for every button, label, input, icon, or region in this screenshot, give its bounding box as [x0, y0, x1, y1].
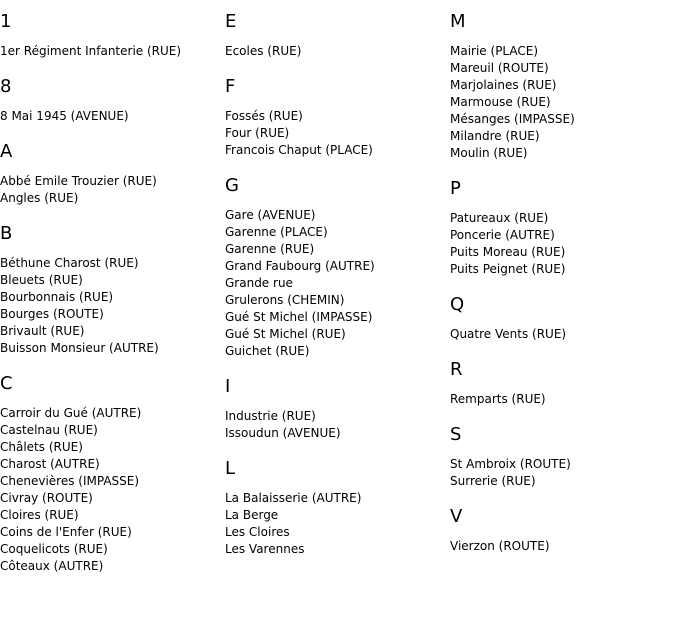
street-list: [225, 400, 445, 442]
street-entry: Bourges (ROUTE): [0, 307, 104, 321]
group-spacer: [0, 357, 220, 371]
group-spacer: [225, 442, 445, 456]
letter-group: [225, 173, 445, 360]
street-entry: Quatre Vents (RUE): [450, 327, 567, 341]
street-entry: Les Varennes: [225, 542, 305, 556]
street-entry: Carroir du Gué (AUTRE): [0, 406, 142, 420]
street-list: [225, 100, 445, 159]
street-entry: Garenne (PLACE): [225, 225, 328, 239]
street-entry: Béthune Charost (RUE): [0, 256, 139, 270]
group-spacer: [0, 60, 220, 74]
street-list: [225, 199, 445, 360]
street-entry: 1er Régiment Infanterie (RUE): [0, 44, 182, 58]
street-list: [450, 383, 670, 408]
street-list: [0, 397, 220, 575]
street-entry: Châlets (RUE): [0, 440, 83, 454]
street-entry: Buisson Monsieur (AUTRE): [0, 341, 159, 355]
group-spacer: [450, 343, 670, 357]
street-list: [450, 202, 670, 278]
street-entry: Surrerie (RUE): [450, 474, 536, 488]
street-entry: Castelnau (RUE): [0, 423, 98, 437]
street-entry: Mairie (PLACE): [450, 44, 539, 58]
street-entry: La Balaisserie (AUTRE): [225, 491, 362, 505]
letter-group: [450, 357, 670, 408]
group-letter-heading: E: [225, 11, 237, 32]
street-entry: 8 Mai 1945 (AVENUE): [0, 109, 129, 123]
group-letter-heading: P: [450, 178, 461, 199]
street-entry: Moulin (RUE): [450, 146, 528, 160]
group-letter-heading: 1: [0, 11, 12, 32]
street-entry: Ecoles (RUE): [225, 44, 302, 58]
group-letter-heading: Q: [450, 294, 465, 315]
group-letter-heading: R: [450, 359, 463, 380]
street-entry: Les Cloires: [225, 525, 290, 539]
street-entry: Grande rue: [225, 276, 293, 290]
street-entry: Fossés (RUE): [225, 109, 303, 123]
street-entry: Gué St Michel (IMPASSE): [225, 310, 373, 324]
street-entry: Industrie (RUE): [225, 409, 316, 423]
letter-group: [0, 139, 220, 207]
group-letter-heading: 8: [0, 76, 12, 97]
street-entry: Garenne (RUE): [225, 242, 315, 256]
street-entry: Brivault (RUE): [0, 324, 85, 338]
group-spacer: [225, 60, 445, 74]
group-spacer: [450, 278, 670, 292]
group-letter-heading: B: [0, 223, 13, 244]
street-entry: Francois Chaput (PLACE): [225, 143, 373, 157]
street-entry: Grand Faubourg (AUTRE): [225, 259, 375, 273]
group-letter-heading: I: [225, 376, 231, 397]
street-entry: Cloires (RUE): [0, 508, 79, 522]
street-entry: Patureaux (RUE): [450, 211, 549, 225]
street-entry: Mareuil (ROUTE): [450, 61, 549, 75]
street-list: [450, 318, 670, 343]
letter-group: [450, 9, 670, 162]
street-entry: Coins de l'Enfer (RUE): [0, 525, 132, 539]
street-entry: Côteaux (AUTRE): [0, 559, 104, 573]
street-entry: Bleuets (RUE): [0, 273, 83, 287]
letter-group: [225, 74, 445, 159]
street-entry: Abbé Emile Trouzier (RUE): [0, 174, 157, 188]
street-entry: Grulerons (CHEMIN): [225, 293, 345, 307]
letter-group: [450, 504, 670, 555]
letter-group: [0, 74, 220, 125]
street-entry: Mésanges (IMPASSE): [450, 112, 575, 126]
street-entry: Marmouse (RUE): [450, 95, 551, 109]
letter-group: [0, 221, 220, 357]
group-letter-heading: L: [225, 458, 236, 479]
street-entry: Puits Peignet (RUE): [450, 262, 566, 276]
letter-group: [225, 374, 445, 442]
street-list: [450, 530, 670, 555]
letter-group: [450, 176, 670, 278]
street-entry: Civray (ROUTE): [0, 491, 93, 505]
street-entry: Guichet (RUE): [225, 344, 310, 358]
group-letter-heading: C: [0, 373, 13, 394]
street-list: [0, 100, 220, 125]
street-entry: Bourbonnais (RUE): [0, 290, 114, 304]
street-entry: Gué St Michel (RUE): [225, 327, 346, 341]
letter-group: [0, 9, 220, 60]
letter-group: [0, 371, 220, 575]
street-entry: Angles (RUE): [0, 191, 79, 205]
group-letter-heading: A: [0, 141, 13, 162]
street-entry: Poncerie (AUTRE): [450, 228, 555, 242]
index-column-2: [225, 9, 445, 558]
street-list: [450, 35, 670, 162]
street-entry: Charost (AUTRE): [0, 457, 100, 471]
street-entry: Puits Moreau (RUE): [450, 245, 566, 259]
street-entry: Chenevières (IMPASSE): [0, 474, 140, 488]
group-spacer: [450, 490, 670, 504]
group-letter-heading: V: [450, 506, 463, 527]
group-letter-heading: S: [450, 424, 462, 445]
street-list: [225, 482, 445, 558]
street-entry: Remparts (RUE): [450, 392, 546, 406]
street-list: [0, 247, 220, 357]
group-spacer: [450, 408, 670, 422]
letter-group: [225, 456, 445, 558]
street-entry: Gare (AVENUE): [225, 208, 316, 222]
group-spacer: [0, 207, 220, 221]
street-entry: Vierzon (ROUTE): [450, 539, 550, 553]
street-list: [450, 448, 670, 490]
street-entry: Milandre (RUE): [450, 129, 540, 143]
street-list: [0, 165, 220, 207]
street-entry: Marjolaines (RUE): [450, 78, 557, 92]
letter-group: [450, 422, 670, 490]
group-letter-heading: G: [225, 175, 239, 196]
letter-group: [450, 292, 670, 343]
street-list: [225, 35, 445, 60]
street-list: [0, 35, 220, 60]
group-letter-heading: M: [450, 11, 466, 32]
street-entry: La Berge: [225, 508, 279, 522]
index-column-3: [450, 9, 670, 555]
group-spacer: [225, 159, 445, 173]
group-spacer: [225, 360, 445, 374]
street-entry: Coquelicots (RUE): [0, 542, 108, 556]
group-spacer: [450, 162, 670, 176]
group-letter-heading: F: [225, 76, 236, 97]
street-entry: Issoudun (AVENUE): [225, 426, 341, 440]
street-entry: Four (RUE): [225, 126, 290, 140]
index-column-1: [0, 9, 220, 575]
group-spacer: [0, 125, 220, 139]
street-entry: St Ambroix (ROUTE): [450, 457, 571, 471]
letter-group: [225, 9, 445, 60]
